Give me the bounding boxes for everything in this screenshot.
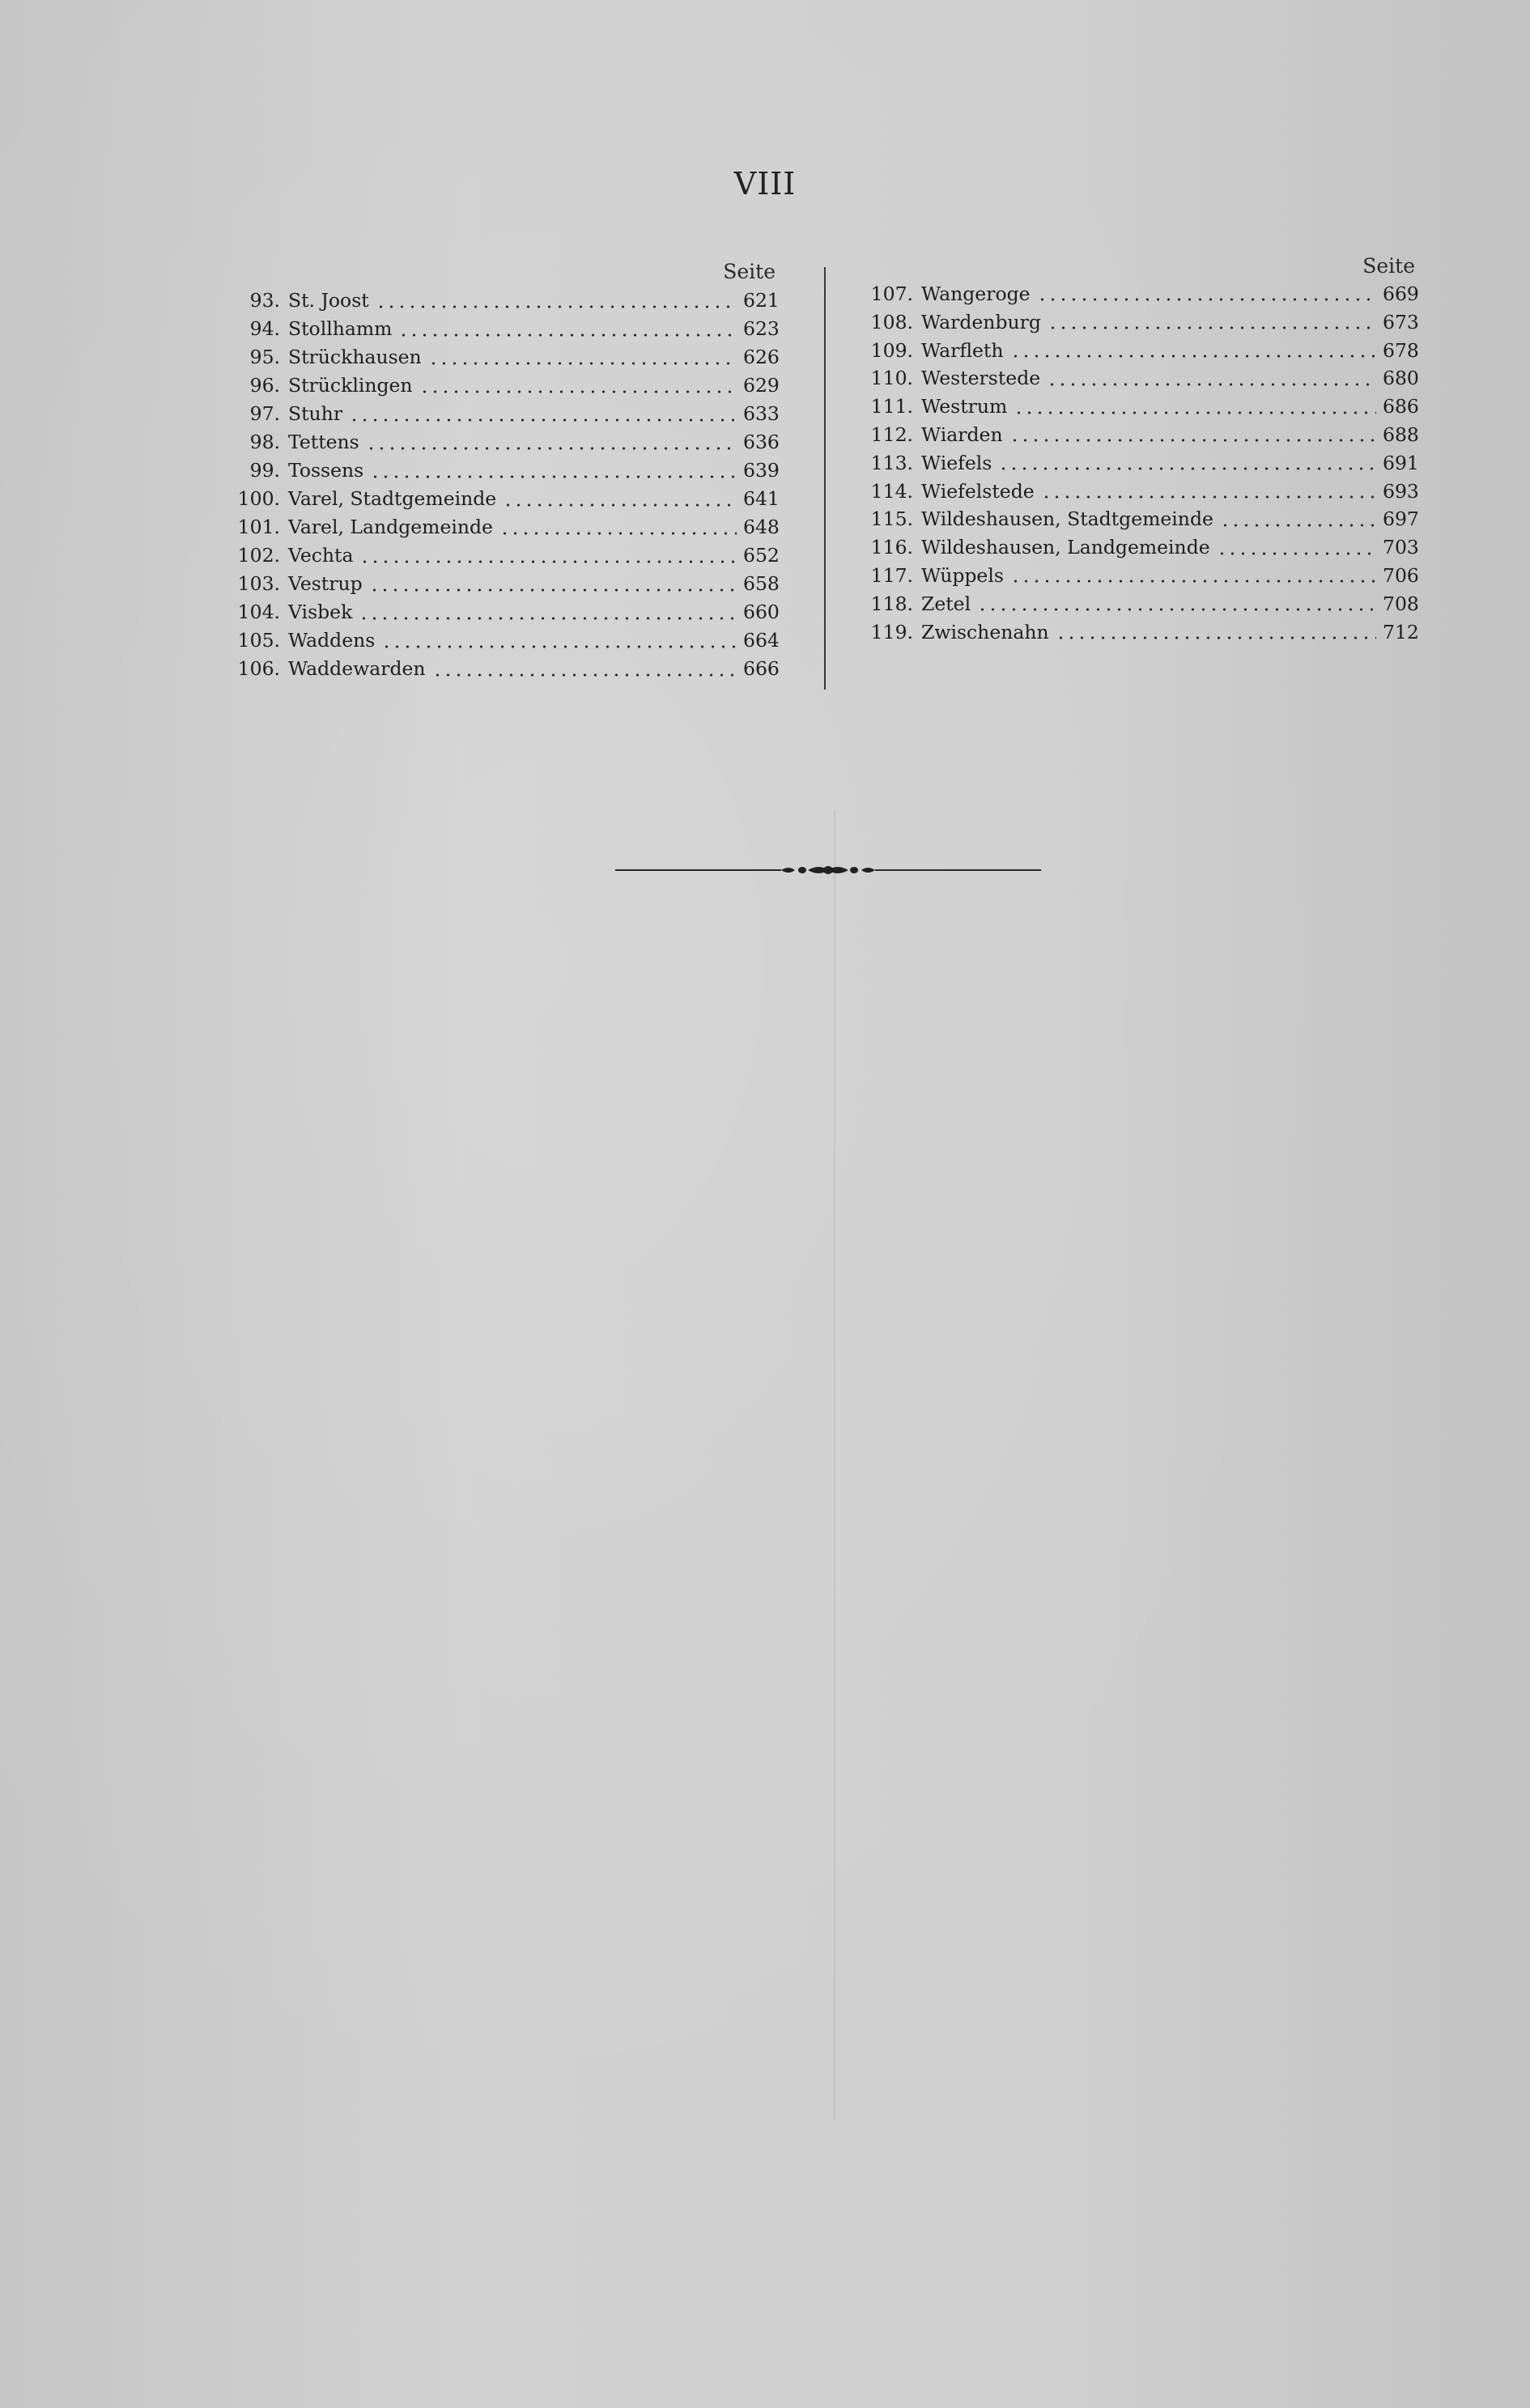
entry-number: 117. xyxy=(870,563,913,587)
toc-entry xyxy=(217,457,780,485)
entry-page-number: 633 xyxy=(743,402,780,425)
entry-title: Strückhausen xyxy=(288,346,422,368)
entry-page-number: 652 xyxy=(743,544,780,567)
entry-page-number: 648 xyxy=(743,516,780,538)
entry-title: Wildeshausen, Stadtgemeinde xyxy=(921,508,1213,531)
entry-title: Warfleth xyxy=(921,338,1004,362)
toc-entry xyxy=(865,364,1419,393)
toc-entry xyxy=(217,287,780,315)
entry-number: 98. xyxy=(249,431,280,453)
toc-entry xyxy=(865,280,1419,308)
entry-page-number: 664 xyxy=(743,629,780,652)
dot-leader xyxy=(977,608,1376,611)
toc-entry xyxy=(217,343,780,372)
dot-leader xyxy=(998,467,1376,470)
entry-number: 101. xyxy=(237,516,280,538)
seite-header-right: Seite xyxy=(1362,254,1415,278)
toc-entry xyxy=(217,626,780,655)
dot-leader xyxy=(1041,495,1376,499)
entry-page-number: 641 xyxy=(743,487,780,510)
dot-leader xyxy=(1048,326,1376,329)
entry-number: 116. xyxy=(870,536,913,559)
entry-number: 103. xyxy=(237,572,280,595)
toc-entry xyxy=(865,590,1419,618)
entry-title: Waddens xyxy=(288,629,376,652)
entry-number: 110. xyxy=(870,367,913,390)
dot-leader xyxy=(1047,383,1376,386)
entry-title: Vestrup xyxy=(288,572,363,595)
toc-entry xyxy=(865,421,1419,449)
entry-title: Vechta xyxy=(288,544,354,567)
toc-entry xyxy=(217,570,780,598)
dot-leader xyxy=(1217,552,1376,555)
entry-number: 99. xyxy=(249,459,280,482)
toc-column-right xyxy=(865,253,1419,646)
entry-number: 106. xyxy=(237,657,280,680)
entry-page-number: 678 xyxy=(1383,338,1419,362)
seite-header-left: Seite xyxy=(723,260,776,283)
dot-leader xyxy=(349,418,737,422)
toc-entry xyxy=(217,541,780,570)
column-divider xyxy=(824,267,826,690)
entry-title: Wildeshausen, Landgemeinde xyxy=(921,536,1210,559)
entry-number: 102. xyxy=(237,544,280,567)
entry-page-number: 639 xyxy=(743,459,780,482)
dot-leader xyxy=(503,503,737,507)
entry-number: 115. xyxy=(870,508,913,531)
dot-leader xyxy=(1010,355,1376,358)
entry-title: Stuhr xyxy=(288,402,343,425)
entry-title: Wangeroge xyxy=(921,282,1031,305)
toc-entry xyxy=(865,618,1419,647)
entry-title: Tettens xyxy=(288,431,359,453)
dot-leader xyxy=(1010,580,1376,583)
entry-number: 118. xyxy=(870,592,913,615)
entry-title: Wiefels xyxy=(921,451,992,474)
entry-page-number: 693 xyxy=(1383,479,1419,503)
entry-title: Waddewarden xyxy=(288,657,426,680)
entry-page-number: 697 xyxy=(1383,508,1419,531)
entry-number: 96. xyxy=(249,374,280,397)
toc-entry xyxy=(865,478,1419,506)
toc-entry xyxy=(217,485,780,513)
dot-leader xyxy=(381,645,737,648)
dot-leader xyxy=(1037,298,1376,301)
entry-page-number: 688 xyxy=(1383,423,1419,446)
entry-number: 109. xyxy=(870,338,913,362)
ornamental-rule xyxy=(615,860,1041,881)
entry-page-number: 658 xyxy=(743,572,780,595)
entry-title: Westerstede xyxy=(921,367,1041,390)
entry-page-number: 660 xyxy=(743,601,780,623)
entry-number: 107. xyxy=(870,282,913,305)
entry-title: Wiefelstede xyxy=(921,479,1035,503)
toc-entry xyxy=(217,513,780,541)
toc-list-right xyxy=(865,280,1419,646)
entry-title: Varel, Landgemeinde xyxy=(288,516,493,538)
entry-title: Zwischenahn xyxy=(921,620,1049,643)
dot-leader xyxy=(376,305,737,308)
entry-page-number: 703 xyxy=(1383,536,1419,559)
toc-entry xyxy=(865,308,1419,337)
entry-page-number: 621 xyxy=(743,289,780,312)
entry-page-number: 666 xyxy=(743,657,780,680)
entry-page-number: 691 xyxy=(1383,451,1419,474)
dot-leader xyxy=(366,447,737,450)
entry-number: 105. xyxy=(237,629,280,652)
dot-leader xyxy=(1220,524,1376,527)
toc-entry xyxy=(865,505,1419,533)
entry-number: 108. xyxy=(870,310,913,333)
entry-title: Strücklingen xyxy=(288,374,413,397)
toc-entry xyxy=(217,598,780,626)
dot-leader xyxy=(398,333,737,337)
entry-page-number: 626 xyxy=(743,346,780,368)
dot-leader xyxy=(1009,439,1376,442)
entry-title: Visbek xyxy=(288,601,353,623)
toc-entry xyxy=(217,428,780,457)
dot-leader xyxy=(1056,636,1376,639)
entry-number: 119. xyxy=(870,620,913,643)
dot-leader xyxy=(419,390,737,393)
entry-number: 104. xyxy=(237,601,280,623)
entry-title: Stollhamm xyxy=(288,317,393,340)
entry-title: Wardenburg xyxy=(921,310,1041,333)
entry-title: Varel, Stadtgemeinde xyxy=(288,487,497,510)
entry-title: Westrum xyxy=(921,395,1008,418)
entry-page-number: 636 xyxy=(743,431,780,453)
entry-title: St. Joost xyxy=(288,289,369,312)
entry-page-number: 708 xyxy=(1383,592,1419,615)
toc-entry xyxy=(217,400,780,428)
toc-entry xyxy=(865,337,1419,365)
entry-number: 94. xyxy=(249,317,280,340)
entry-number: 97. xyxy=(249,402,280,425)
entry-page-number: 673 xyxy=(1383,310,1419,333)
toc-entry xyxy=(865,562,1419,590)
dot-leader xyxy=(499,532,737,535)
entry-number: 93. xyxy=(249,289,280,312)
toc-entry xyxy=(217,372,780,400)
entry-page-number: 680 xyxy=(1383,367,1419,390)
toc-entry xyxy=(865,533,1419,562)
entry-page-number: 629 xyxy=(743,374,780,397)
entry-title: Tossens xyxy=(288,459,364,482)
toc-entry xyxy=(865,393,1419,421)
entry-page-number: 706 xyxy=(1383,563,1419,587)
entry-number: 113. xyxy=(870,451,913,474)
entry-number: 100. xyxy=(237,487,280,510)
entry-page-number: 712 xyxy=(1383,620,1419,643)
toc-entry xyxy=(865,449,1419,478)
toc-column-left xyxy=(217,257,780,683)
entry-title: Wiarden xyxy=(921,423,1003,446)
entry-number: 112. xyxy=(870,423,913,446)
dot-leader xyxy=(428,362,737,365)
dot-leader xyxy=(370,475,737,478)
entry-title: Wüppels xyxy=(921,563,1004,587)
dot-leader xyxy=(359,617,737,620)
dot-leader xyxy=(359,560,737,563)
toc-entry xyxy=(217,315,780,343)
entry-number: 114. xyxy=(870,479,913,503)
dot-leader xyxy=(432,673,737,677)
entry-page-number: 623 xyxy=(743,317,780,340)
entry-title: Zetel xyxy=(921,592,971,615)
toc-entry xyxy=(217,655,780,683)
entry-number: 95. xyxy=(249,346,280,368)
page-number: VIII xyxy=(733,166,797,202)
entry-number: 111. xyxy=(870,395,913,418)
dot-leader xyxy=(1014,411,1376,414)
toc-list-left xyxy=(217,287,780,683)
entry-page-number: 686 xyxy=(1383,395,1419,418)
dot-leader xyxy=(369,588,737,592)
bleed-through-rule xyxy=(834,809,835,2121)
entry-page-number: 669 xyxy=(1383,282,1419,305)
